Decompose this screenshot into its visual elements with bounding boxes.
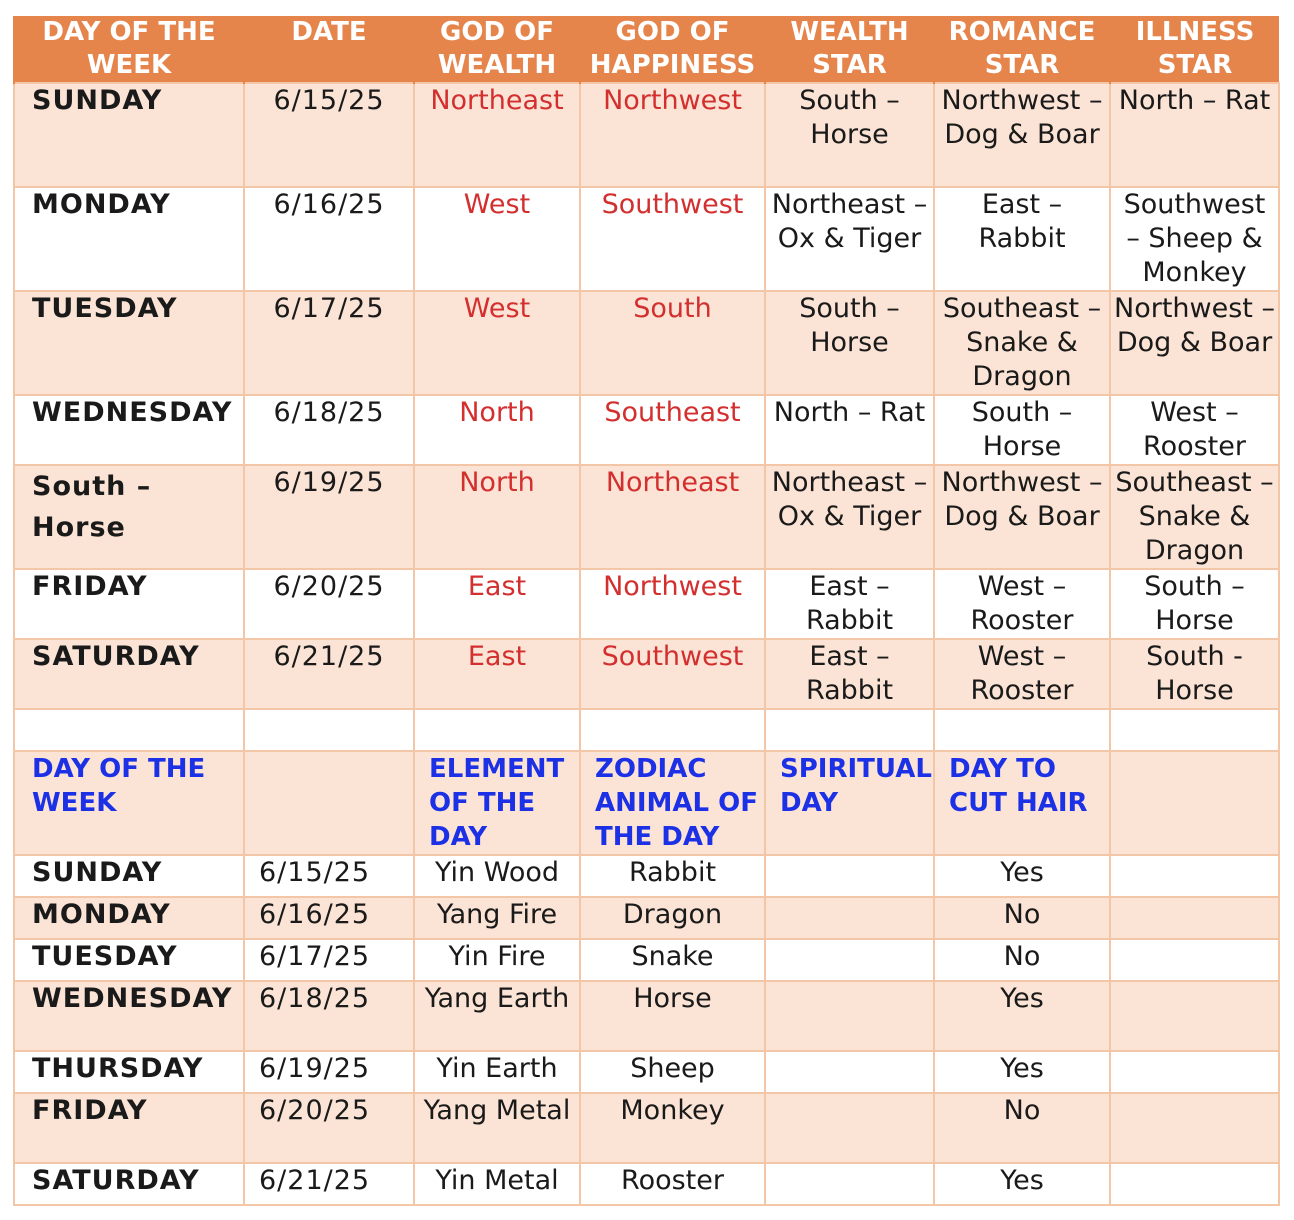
spiritual-day-cell <box>765 1163 934 1205</box>
table-header-row <box>14 16 1279 83</box>
god-of-happiness-cell: Southeast <box>580 395 765 465</box>
blank-cell <box>765 709 934 751</box>
date-cell: 6/15/25 <box>244 855 414 897</box>
date-cell: 6/21/25 <box>244 1163 414 1205</box>
date-cell: 6/19/25 <box>244 465 414 569</box>
blank-cell <box>580 709 765 751</box>
god-of-wealth-cell: North <box>414 465 580 569</box>
wealth-star-cell: South – Horse <box>765 83 934 187</box>
romance-star-cell: West – Rooster <box>934 569 1110 639</box>
day-cell: MONDAY <box>14 187 244 291</box>
god-of-happiness-cell: Northeast <box>580 465 765 569</box>
day-cell: MONDAY <box>14 897 244 939</box>
god-of-wealth-cell: West <box>414 187 580 291</box>
element-cell: Yin Wood <box>414 855 580 897</box>
date-cell: 6/17/25 <box>244 291 414 395</box>
second-header-day: DAY OF THE WEEK <box>14 751 244 855</box>
table-row <box>14 897 1279 939</box>
element-cell: Yang Earth <box>414 981 580 1051</box>
date-cell: 6/20/25 <box>244 1093 414 1163</box>
wealth-star-cell: East – Rabbit <box>765 639 934 709</box>
date-cell: 6/20/25 <box>244 569 414 639</box>
element-cell: Yin Earth <box>414 1051 580 1093</box>
god-of-wealth-cell: Northeast <box>414 83 580 187</box>
illness-star-cell: Northwest – Dog & Boar <box>1110 291 1279 395</box>
element-cell: Yang Metal <box>414 1093 580 1163</box>
empty-cell <box>1110 1051 1279 1093</box>
table-row <box>14 1093 1279 1163</box>
romance-star-cell: Southeast – Snake & Dragon <box>934 291 1110 395</box>
date-cell: 6/18/25 <box>244 395 414 465</box>
second-header-empty <box>1110 751 1279 855</box>
table-row <box>14 981 1279 1051</box>
spiritual-day-cell <box>765 1093 934 1163</box>
romance-star-cell: East – Rabbit <box>934 187 1110 291</box>
day-cell: TUESDAY <box>14 939 244 981</box>
second-header-cut-hair: DAY TO CUT HAIR <box>934 751 1110 855</box>
cut-hair-cell: No <box>934 939 1110 981</box>
zodiac-animal-cell: Rooster <box>580 1163 765 1205</box>
table-row <box>14 395 1279 465</box>
day-cell: THURSDAY <box>14 1051 244 1093</box>
second-header-element: ELEMENT OF THE DAY <box>414 751 580 855</box>
romance-star-cell: South – Horse <box>934 395 1110 465</box>
table-row <box>14 569 1279 639</box>
wealth-star-cell: Northeast – Ox & Tiger <box>765 187 934 291</box>
god-of-happiness-cell: Northwest <box>580 83 765 187</box>
empty-cell <box>1110 939 1279 981</box>
illness-star-cell: South – Horse <box>1110 569 1279 639</box>
table-row <box>14 939 1279 981</box>
day-cell: South – Horse <box>14 465 244 569</box>
blank-cell <box>414 709 580 751</box>
date-cell: 6/21/25 <box>244 639 414 709</box>
empty-cell <box>1110 1163 1279 1205</box>
cut-hair-cell: Yes <box>934 1163 1110 1205</box>
empty-cell <box>1110 1093 1279 1163</box>
illness-star-cell: West – Rooster <box>1110 395 1279 465</box>
spiritual-day-cell <box>765 897 934 939</box>
second-header-zodiac-animal: ZODIAC ANIMAL OF THE DAY <box>580 751 765 855</box>
date-cell: 6/16/25 <box>244 897 414 939</box>
wealth-star-cell: Northeast – Ox & Tiger <box>765 465 934 569</box>
table-row <box>14 187 1279 291</box>
table-row <box>14 639 1279 709</box>
table-row <box>14 855 1279 897</box>
date-cell: 6/16/25 <box>244 187 414 291</box>
god-of-wealth-cell: East <box>414 569 580 639</box>
illness-star-cell: North – Rat <box>1110 83 1279 187</box>
zodiac-animal-cell: Snake <box>580 939 765 981</box>
table-row <box>14 465 1279 569</box>
date-cell: 6/15/25 <box>244 83 414 187</box>
spiritual-day-cell <box>765 1051 934 1093</box>
day-cell: SUNDAY <box>14 83 244 187</box>
cut-hair-cell: Yes <box>934 981 1110 1051</box>
god-of-happiness-cell: Southwest <box>580 639 765 709</box>
empty-cell <box>1110 981 1279 1051</box>
second-header-date <box>244 751 414 855</box>
day-cell: FRIDAY <box>14 569 244 639</box>
spiritual-day-cell <box>765 939 934 981</box>
second-header-row <box>14 751 1279 855</box>
zodiac-animal-cell: Rabbit <box>580 855 765 897</box>
romance-star-cell: Northwest – Dog & Boar <box>934 465 1110 569</box>
date-cell: 6/18/25 <box>244 981 414 1051</box>
empty-cell <box>1110 897 1279 939</box>
feng-shui-calendar-table <box>13 16 1280 1206</box>
table-row <box>14 291 1279 395</box>
column-header-romance-star: ROMANCE STAR <box>934 16 1110 83</box>
table-row <box>14 1051 1279 1093</box>
blank-cell <box>14 709 244 751</box>
day-cell: WEDNESDAY <box>14 981 244 1051</box>
second-header-spiritual-day: SPIRITUAL DAY <box>765 751 934 855</box>
day-cell: SATURDAY <box>14 1163 244 1205</box>
column-header-day: DAY OF THE WEEK <box>14 16 244 83</box>
wealth-star-cell: South – Horse <box>765 291 934 395</box>
cut-hair-cell: Yes <box>934 1051 1110 1093</box>
god-of-happiness-cell: Northwest <box>580 569 765 639</box>
day-cell: FRIDAY <box>14 1093 244 1163</box>
day-cell: TUESDAY <box>14 291 244 395</box>
day-cell: SATURDAY <box>14 639 244 709</box>
god-of-wealth-cell: East <box>414 639 580 709</box>
cut-hair-cell: No <box>934 1093 1110 1163</box>
column-header-date: DATE <box>244 16 414 83</box>
blank-cell <box>1110 709 1279 751</box>
blank-cell <box>934 709 1110 751</box>
god-of-wealth-cell: West <box>414 291 580 395</box>
wealth-star-cell: East – Rabbit <box>765 569 934 639</box>
column-header-god-of-happiness: GOD OF HAPPINESS <box>580 16 765 83</box>
illness-star-cell: Southwest – Sheep & Monkey <box>1110 187 1279 291</box>
romance-star-cell: West – Rooster <box>934 639 1110 709</box>
blank-row <box>14 709 1279 751</box>
column-header-illness-star: ILLNESS STAR <box>1110 16 1279 83</box>
spiritual-day-cell <box>765 855 934 897</box>
element-cell: Yin Metal <box>414 1163 580 1205</box>
table-row <box>14 1163 1279 1205</box>
wealth-star-cell: North – Rat <box>765 395 934 465</box>
zodiac-animal-cell: Dragon <box>580 897 765 939</box>
day-cell: WEDNESDAY <box>14 395 244 465</box>
god-of-happiness-cell: Southwest <box>580 187 765 291</box>
date-cell: 6/17/25 <box>244 939 414 981</box>
zodiac-animal-cell: Monkey <box>580 1093 765 1163</box>
empty-cell <box>1110 855 1279 897</box>
romance-star-cell: Northwest – Dog & Boar <box>934 83 1110 187</box>
god-of-wealth-cell: North <box>414 395 580 465</box>
column-header-wealth-star: WEALTH STAR <box>765 16 934 83</box>
day-cell: SUNDAY <box>14 855 244 897</box>
element-cell: Yin Fire <box>414 939 580 981</box>
zodiac-animal-cell: Sheep <box>580 1051 765 1093</box>
element-cell: Yang Fire <box>414 897 580 939</box>
zodiac-animal-cell: Horse <box>580 981 765 1051</box>
date-cell: 6/19/25 <box>244 1051 414 1093</box>
illness-star-cell: South - Horse <box>1110 639 1279 709</box>
blank-cell <box>244 709 414 751</box>
table-row <box>14 83 1279 187</box>
illness-star-cell: Southeast – Snake & Dragon <box>1110 465 1279 569</box>
spiritual-day-cell <box>765 981 934 1051</box>
cut-hair-cell: Yes <box>934 855 1110 897</box>
god-of-happiness-cell: South <box>580 291 765 395</box>
cut-hair-cell: No <box>934 897 1110 939</box>
column-header-god-of-wealth: GOD OF WEALTH <box>414 16 580 83</box>
